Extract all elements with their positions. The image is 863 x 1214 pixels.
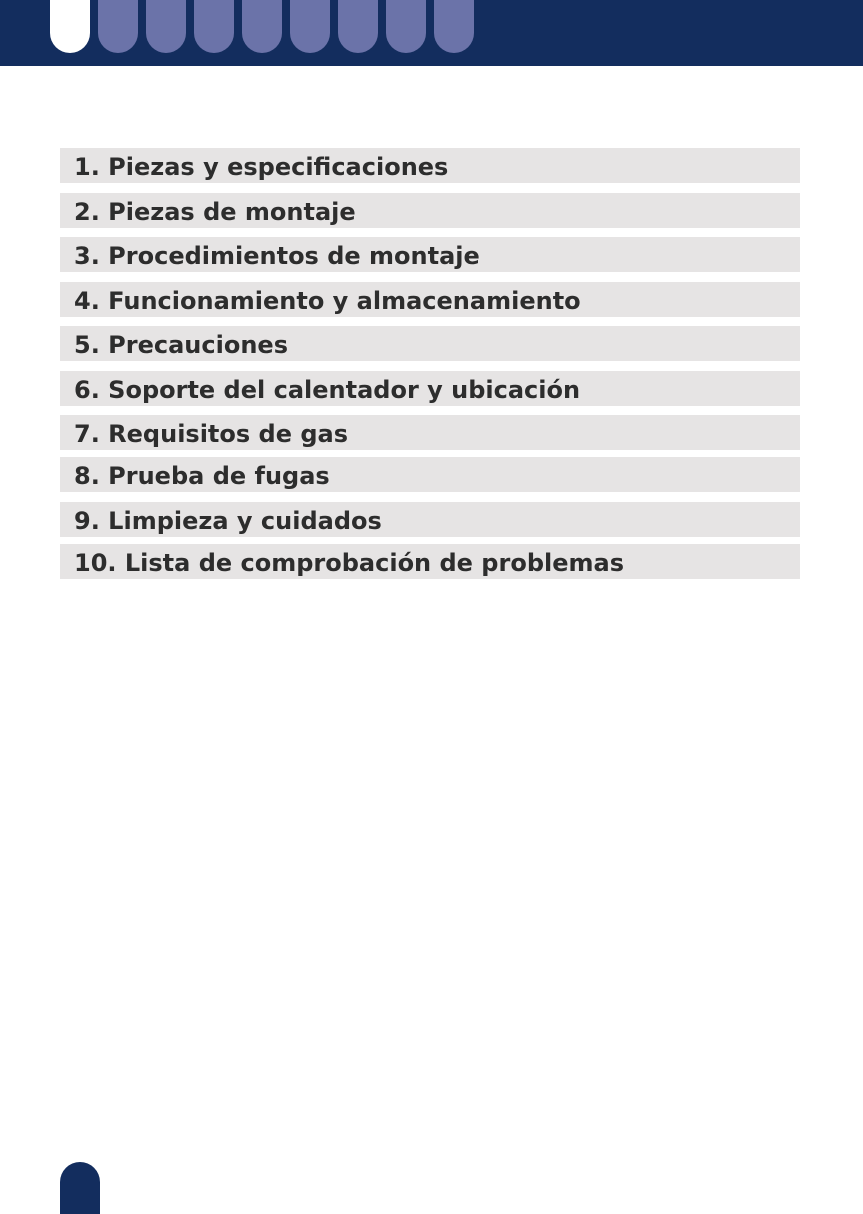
toc-item-label: 10. Lista de comprobación de problemas: [74, 549, 624, 577]
section-tab-4[interactable]: [194, 0, 234, 53]
toc-item-4[interactable]: [60, 282, 800, 317]
toc-item-1[interactable]: [60, 148, 800, 183]
toc-item-10[interactable]: [60, 544, 800, 579]
section-tab-1[interactable]: [50, 0, 90, 53]
section-tab-5[interactable]: [242, 0, 282, 53]
toc-item-8[interactable]: [60, 457, 800, 492]
toc-item-7[interactable]: [60, 415, 800, 450]
section-tab-9[interactable]: [434, 0, 474, 53]
header-band: [0, 0, 863, 66]
toc-item-label: 8. Prueba de fugas: [74, 462, 330, 490]
section-tab-7[interactable]: [338, 0, 378, 53]
toc-item-5[interactable]: [60, 326, 800, 361]
toc-item-label: 7. Requisitos de gas: [74, 420, 349, 448]
section-tab-2[interactable]: [98, 0, 138, 53]
toc-item-label: 6. Soporte del calentador y ubicación: [74, 376, 581, 404]
toc-item-3[interactable]: [60, 237, 800, 272]
section-tab-6[interactable]: [290, 0, 330, 53]
toc-item-label: 2. Piezas de montaje: [74, 198, 356, 226]
toc-item-label: 4. Funcionamiento y almacenamiento: [74, 287, 581, 315]
toc-item-6[interactable]: [60, 371, 800, 406]
toc-item-label: 1. Piezas y especificaciones: [74, 153, 449, 181]
toc-item-label: 5. Precauciones: [74, 331, 288, 359]
toc-item-2[interactable]: [60, 193, 800, 228]
section-tab-8[interactable]: [386, 0, 426, 53]
page-tab: [60, 1162, 100, 1214]
section-tab-3[interactable]: [146, 0, 186, 53]
toc-item-label: 3. Procedimientos de montaje: [74, 242, 480, 270]
toc-item-label: 9. Limpieza y cuidados: [74, 507, 382, 535]
toc-item-9[interactable]: [60, 502, 800, 537]
